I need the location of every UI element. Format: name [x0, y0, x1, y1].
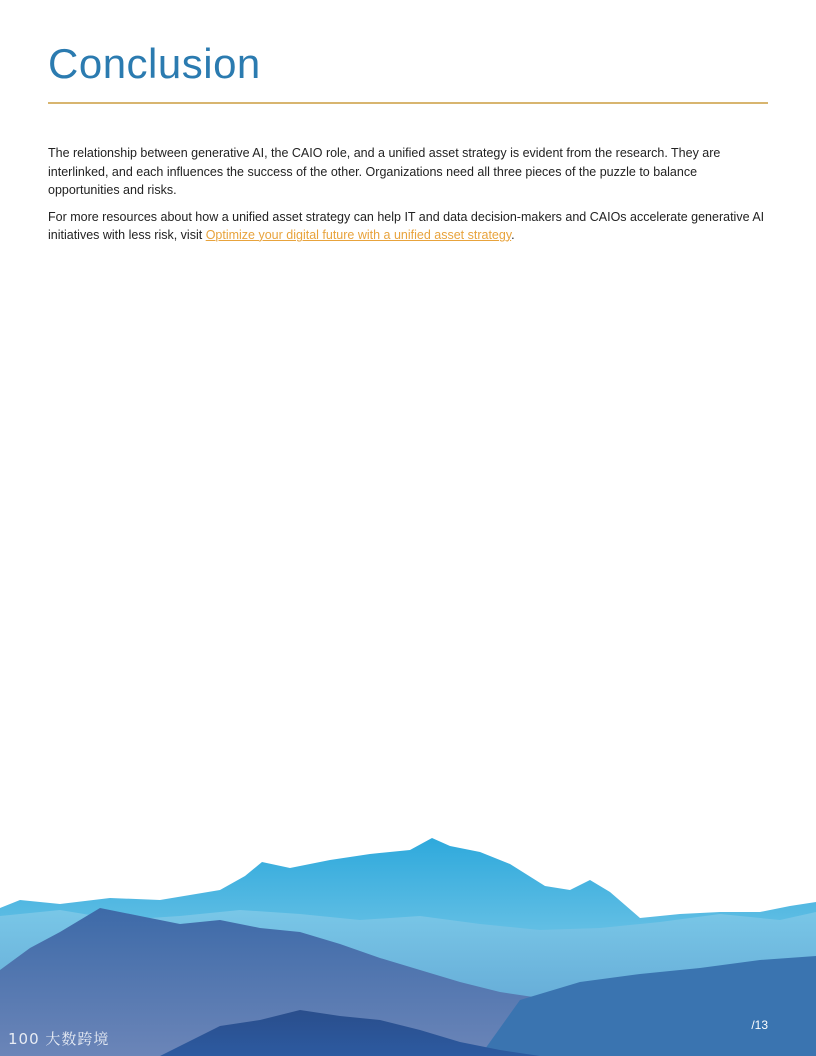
page-title: Conclusion	[48, 40, 261, 87]
unified-asset-strategy-link[interactable]: Optimize your digital future with a unified asset strategy	[205, 228, 512, 242]
page-number: /13	[751, 1018, 768, 1032]
mountain-range-illustration	[0, 820, 816, 1056]
watermark-logo: 100 大数跨境	[8, 1030, 110, 1048]
title-divider	[48, 102, 768, 104]
paragraph-1: The relationship between generative AI, the CAIO role, and a unified asset strategy is evident from the research. They are interlinked, and each influences the success of the other. Organizations need all three pieces of the puzzle to balance opportunities and risks.	[48, 146, 721, 197]
paragraph-2	[48, 208, 768, 245]
conclusion-body	[48, 144, 768, 253]
paragraph-2-end: .	[511, 228, 515, 242]
paragraph-2-lead: For more resources about how a unified asset strategy can help IT and data decision-makers and CAIOs accelerate generative AI initiatives with less risk, visit	[48, 209, 765, 242]
